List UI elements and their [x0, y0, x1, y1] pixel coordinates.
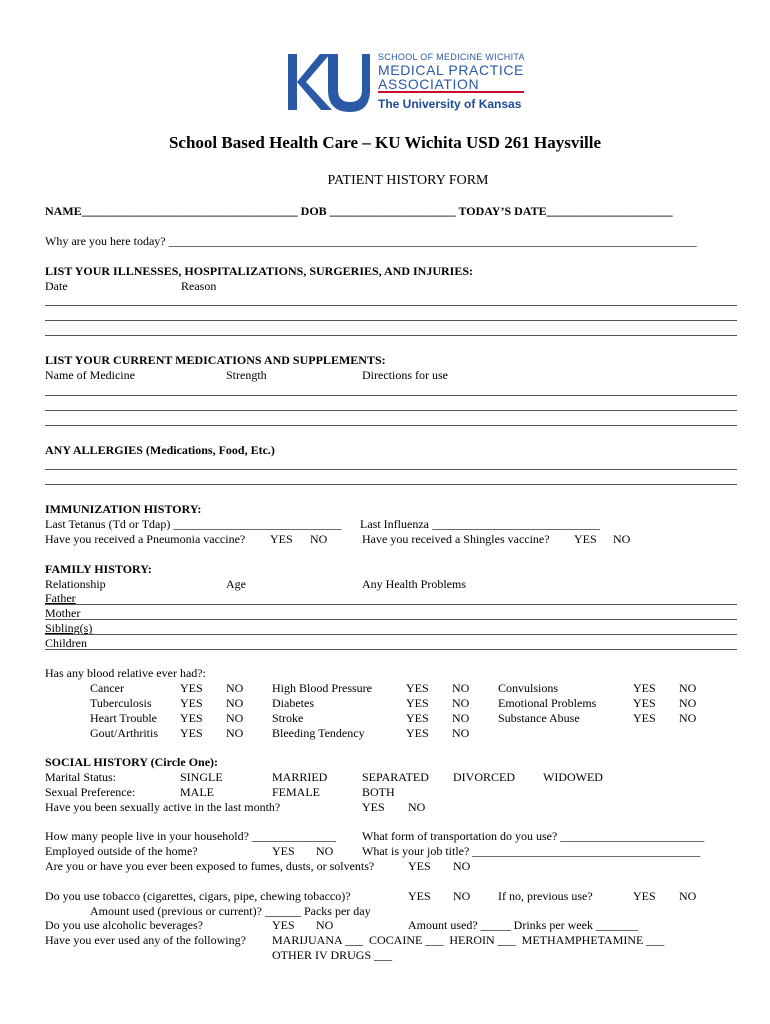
shingles-no[interactable]: NO — [613, 532, 631, 546]
father-line[interactable] — [45, 604, 737, 605]
medication-line-1[interactable] — [45, 395, 737, 396]
medicine-directions-label: Directions for use — [362, 368, 448, 382]
condition-label: Heart Trouble — [90, 711, 157, 725]
alcohol-amount-field[interactable]: Amount used? _____ Drinks per week _______ — [408, 918, 638, 932]
condition-yes[interactable]: YES — [633, 711, 656, 725]
previous-use-no[interactable]: NO — [679, 889, 697, 903]
transportation-field[interactable]: What form of transportation do you use? ________________________ — [362, 829, 705, 843]
medication-line-2[interactable] — [45, 410, 737, 411]
condition-yes[interactable]: YES — [406, 696, 429, 710]
condition-label: Diabetes — [272, 696, 314, 710]
tobacco-amount-field[interactable]: Amount used (previous or current)? ______ Packs per day — [90, 904, 371, 918]
employed-question: Employed outside of the home? — [45, 844, 198, 858]
shingles-question: Have you received a Shingles vaccine? — [362, 532, 550, 546]
influenza-field[interactable]: Last Influenza ____________________________ — [360, 517, 600, 531]
logo-line2: ASSOCIATION — [378, 76, 480, 92]
mother-line[interactable] — [45, 619, 737, 620]
family-history-heading: FAMILY HISTORY: — [45, 562, 152, 576]
condition-no[interactable]: NO — [452, 711, 470, 725]
illness-line-3[interactable] — [45, 335, 737, 336]
medicine-strength-label: Strength — [226, 368, 267, 382]
condition-label: Substance Abuse — [498, 711, 580, 725]
employed-yes[interactable]: YES — [272, 844, 295, 858]
condition-no[interactable]: NO — [226, 711, 244, 725]
fumes-no[interactable]: NO — [453, 859, 471, 873]
condition-no[interactable]: NO — [226, 696, 244, 710]
marital-single[interactable]: SINGLE — [180, 770, 223, 784]
preference-male[interactable]: MALE — [180, 785, 214, 799]
page-title: School Based Health Care – KU Wichita USD 261 Haysville — [168, 133, 602, 152]
drugs-question: Have you ever used any of the following? — [45, 933, 246, 947]
other-iv-drugs[interactable]: OTHER IV DRUGS ___ — [272, 948, 393, 962]
condition-label: Gout/Arthritis — [90, 726, 158, 740]
job-title-field[interactable]: What is your job title? ______________________________________ — [362, 844, 701, 858]
sexual-preference-label: Sexual Preference: — [45, 785, 136, 799]
marital-divorced[interactable]: DIVORCED — [453, 770, 515, 784]
form-title: PATIENT HISTORY FORM — [327, 173, 489, 188]
fumes-yes[interactable]: YES — [408, 859, 431, 873]
children-line[interactable] — [45, 649, 737, 650]
fumes-question: Are you or have you ever been exposed to fumes, dusts, or solvents? — [45, 859, 375, 873]
tobacco-question: Do you use tobacco (cigarettes, cigars, pipe, chewing tobacco)? — [45, 889, 351, 903]
pneumonia-no[interactable]: NO — [310, 532, 328, 546]
allergy-line-1[interactable] — [45, 469, 737, 470]
social-history-heading: SOCIAL HISTORY (Circle One): — [45, 755, 219, 769]
condition-yes[interactable]: YES — [406, 711, 429, 725]
sexually-active-question: Have you been sexually active in the last month? — [45, 800, 281, 814]
age-label: Age — [226, 577, 246, 591]
logo-university: The University of Kansas — [378, 97, 522, 111]
pneumonia-question: Have you received a Pneumonia vaccine? — [45, 532, 246, 546]
active-no[interactable]: NO — [408, 800, 426, 814]
condition-yes[interactable]: YES — [406, 726, 429, 740]
marital-separated[interactable]: SEPARATED — [362, 770, 429, 784]
siblings-line[interactable] — [45, 634, 737, 635]
medication-line-3[interactable] — [45, 425, 737, 426]
condition-no[interactable]: NO — [679, 711, 697, 725]
alcohol-question: Do you use alcoholic beverages? — [45, 918, 203, 932]
medicine-name-label: Name of Medicine — [45, 368, 135, 382]
pneumonia-yes[interactable]: YES — [270, 532, 293, 546]
allergies-heading: ANY ALLERGIES (Medications, Food, Etc.) — [45, 443, 275, 457]
condition-yes[interactable]: YES — [180, 681, 203, 695]
siblings-label: Sibling(s) — [45, 621, 93, 635]
children-label: Children — [45, 636, 87, 650]
condition-yes[interactable]: YES — [180, 726, 203, 740]
condition-yes[interactable]: YES — [633, 681, 656, 695]
illness-line-1[interactable] — [45, 305, 737, 306]
allergy-line-2[interactable] — [45, 484, 737, 485]
logo-school-text: SCHOOL OF MEDICINE WICHITA — [378, 52, 525, 62]
marital-widowed[interactable]: WIDOWED — [543, 770, 603, 784]
alcohol-no[interactable]: NO — [316, 918, 334, 932]
preference-both[interactable]: BOTH — [362, 785, 395, 799]
condition-no[interactable]: NO — [452, 696, 470, 710]
name-dob-date-fields[interactable]: NAME____________________________________ DOB _____________________ TODAY’S DATE_____________________ — [45, 204, 673, 218]
illnesses-heading: LIST YOUR ILLNESSES, HOSPITALIZATIONS, SURGERIES, AND INJURIES: — [45, 264, 474, 278]
household-field[interactable]: How many people live in your household? ______________ — [45, 829, 336, 843]
condition-yes[interactable]: YES — [633, 696, 656, 710]
condition-label: High Blood Pressure — [272, 681, 372, 695]
active-yes[interactable]: YES — [362, 800, 385, 814]
illness-reason-label: Reason — [181, 279, 217, 293]
condition-no[interactable]: NO — [226, 726, 244, 740]
tobacco-no[interactable]: NO — [453, 889, 471, 903]
condition-label: Emotional Problems — [498, 696, 597, 710]
condition-label: Convulsions — [498, 681, 559, 695]
drugs-list[interactable]: MARIJUANA ___ COCAINE ___ HEROIN ___ METHAMPHETAMINE ___ — [272, 933, 665, 947]
condition-no[interactable]: NO — [452, 726, 470, 740]
illness-line-2[interactable] — [45, 320, 737, 321]
condition-no[interactable]: NO — [679, 696, 697, 710]
father-label: Father — [45, 591, 76, 605]
condition-label: Tuberculosis — [90, 696, 152, 710]
tetanus-field[interactable]: Last Tetanus (Td or Tdap) ____________________________ — [45, 517, 342, 531]
condition-no[interactable]: NO — [226, 681, 244, 695]
previous-use-yes[interactable]: YES — [633, 889, 656, 903]
condition-label: Bleeding Tendency — [272, 726, 365, 740]
blood-relative-question: Has any blood relative ever had?: — [45, 666, 206, 680]
relationship-label: Relationship — [45, 577, 106, 591]
condition-no[interactable]: NO — [452, 681, 470, 695]
condition-yes[interactable]: YES — [180, 696, 203, 710]
logo-line1: MEDICAL PRACTICE — [378, 62, 524, 78]
tobacco-yes[interactable]: YES — [408, 889, 431, 903]
logo-divider — [378, 91, 524, 93]
medications-heading: LIST YOUR CURRENT MEDICATIONS AND SUPPLEMENTS: — [45, 353, 386, 367]
illness-date-label: Date — [45, 279, 68, 293]
reason-for-visit-field[interactable]: Why are you here today? ________________________________________________________________________________________ — [45, 234, 697, 248]
marital-married[interactable]: MARRIED — [272, 770, 328, 784]
condition-yes[interactable]: YES — [180, 711, 203, 725]
ku-logo-mark — [288, 52, 374, 114]
condition-no[interactable]: NO — [679, 681, 697, 695]
condition-label: Cancer — [90, 681, 124, 695]
employed-no[interactable]: NO — [316, 844, 334, 858]
marital-status-label: Marital Status: — [45, 770, 116, 784]
alcohol-yes[interactable]: YES — [272, 918, 295, 932]
mother-label: Mother — [45, 606, 81, 620]
health-problems-label: Any Health Problems — [362, 577, 466, 591]
shingles-yes[interactable]: YES — [574, 532, 597, 546]
preference-female[interactable]: FEMALE — [272, 785, 320, 799]
previous-use-question: If no, previous use? — [498, 889, 593, 903]
condition-label: Stroke — [272, 711, 304, 725]
immunization-heading: IMMUNIZATION HISTORY: — [45, 502, 202, 516]
condition-yes[interactable]: YES — [406, 681, 429, 695]
